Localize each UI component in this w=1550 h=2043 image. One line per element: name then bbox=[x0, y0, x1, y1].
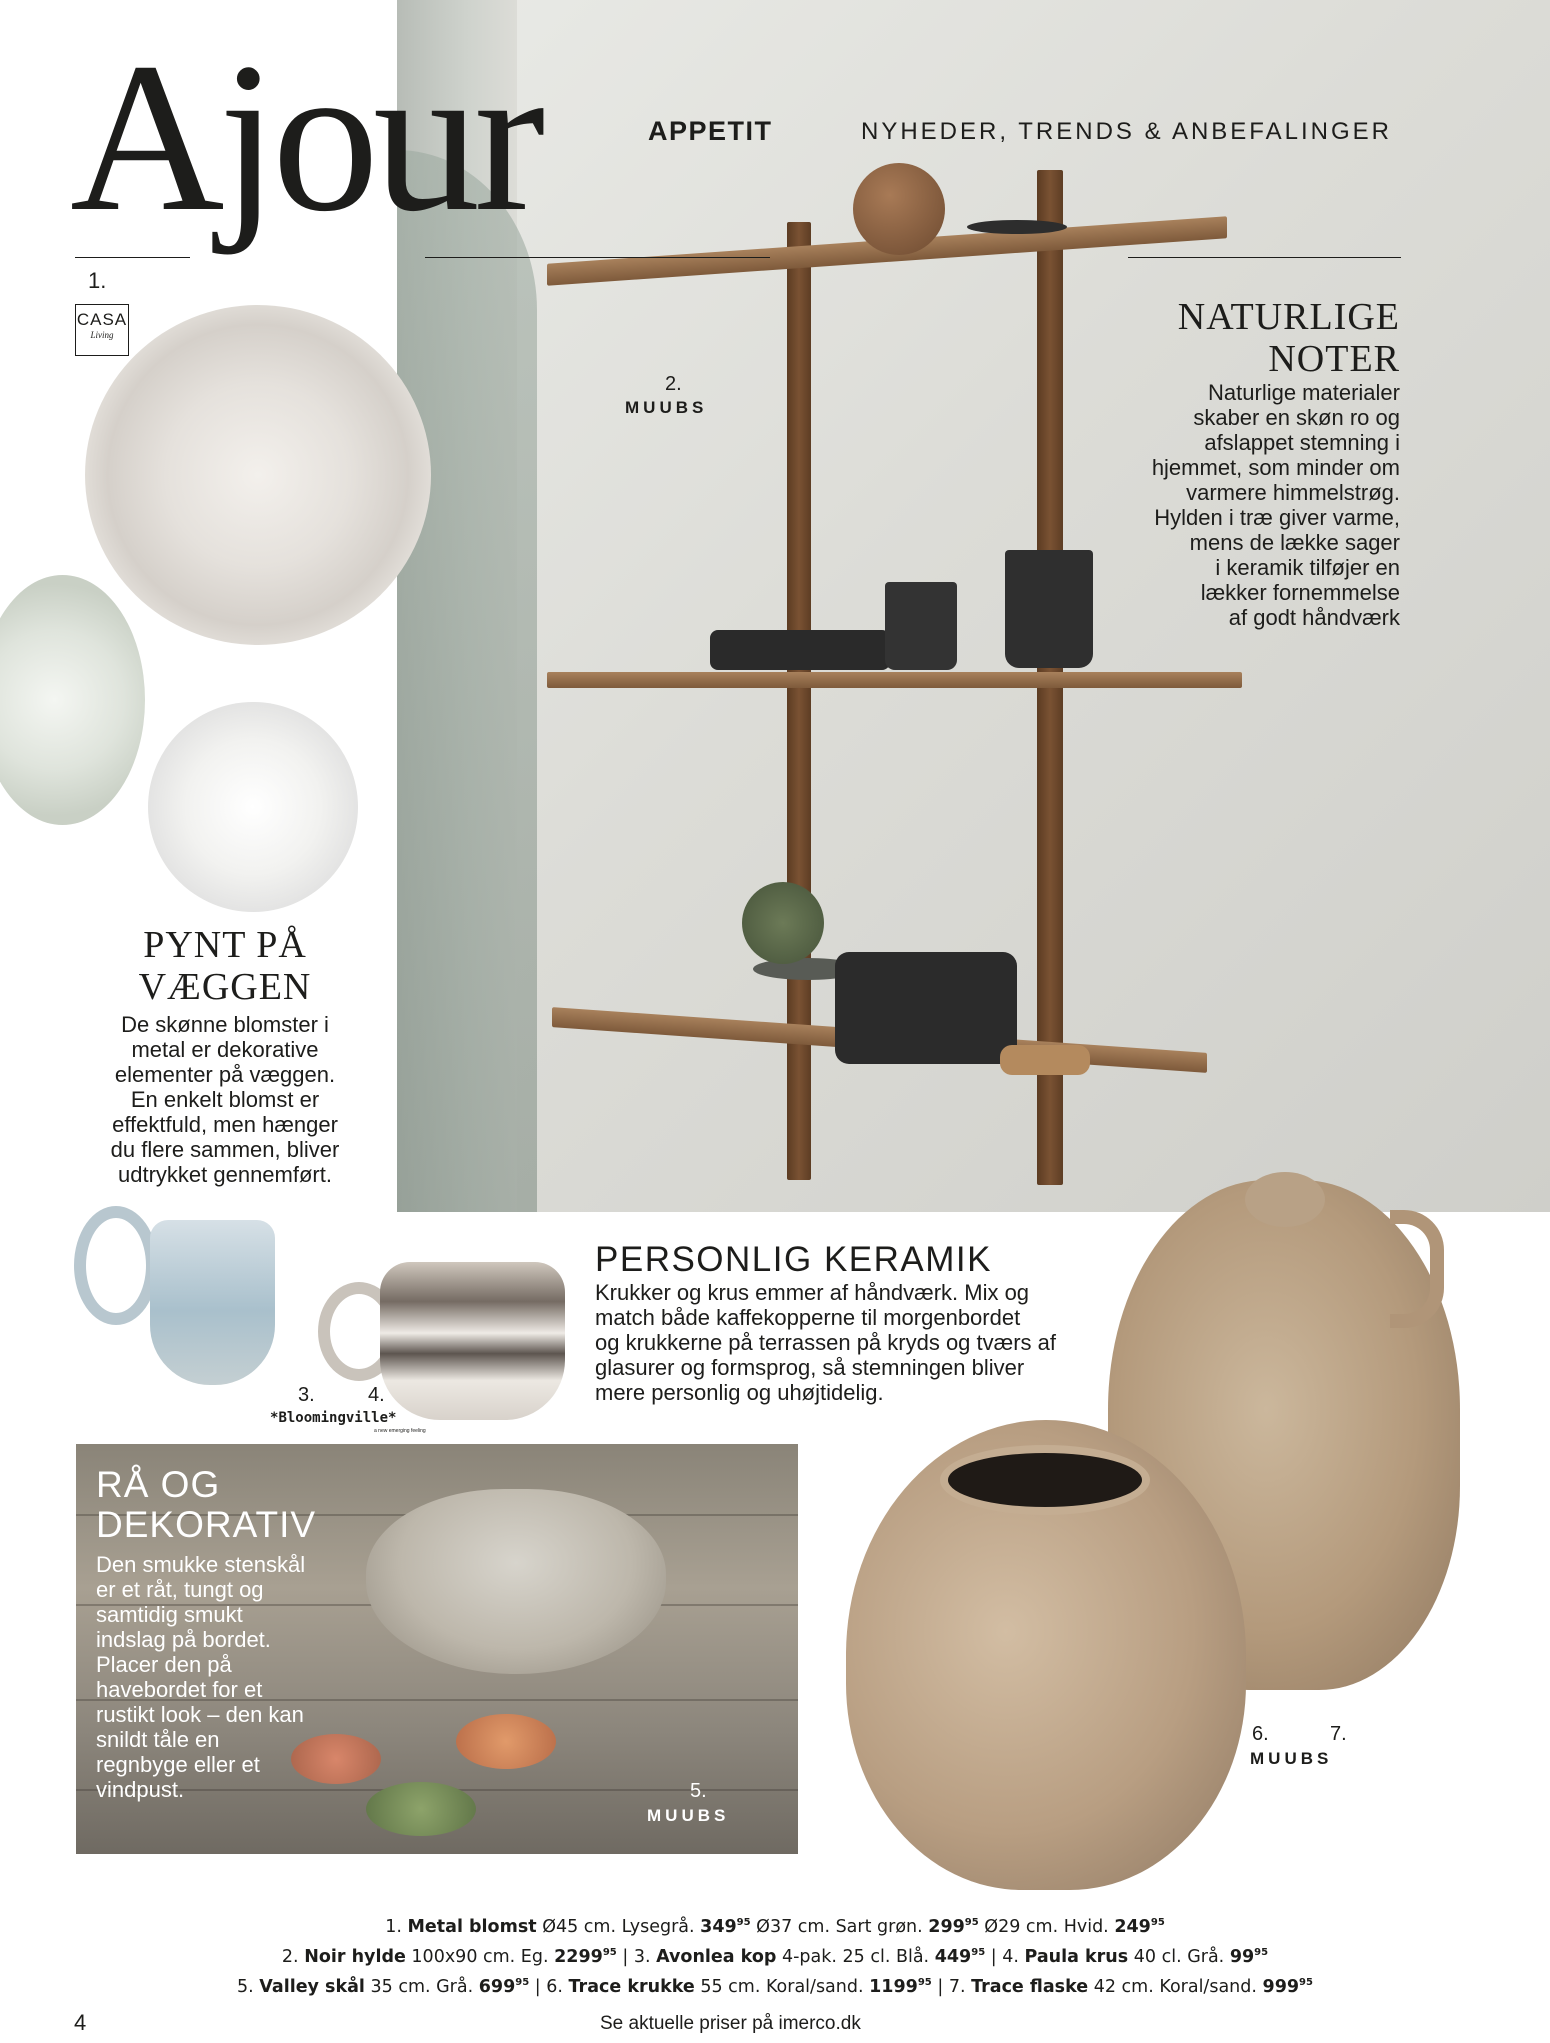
credit-product: Metal blomst bbox=[407, 1916, 537, 1937]
bloomingville-logo-text: Bloomingville bbox=[278, 1410, 389, 1426]
keramik-line: glasurer og formsprog, så stemningen bliver bbox=[595, 1355, 1025, 1380]
credit-number: 5. bbox=[237, 1976, 254, 1997]
page-number: 4 bbox=[74, 2010, 87, 2035]
naturlige-heading-line1: NATURLIGE bbox=[1177, 296, 1400, 338]
credit-product: Paula krus bbox=[1024, 1946, 1129, 1967]
credit-price: 999 bbox=[1262, 1976, 1300, 1997]
credit-cents: 95 bbox=[1150, 1917, 1165, 1928]
item-marker-5: 5. bbox=[690, 1780, 707, 1802]
casa-logo-sub: Living bbox=[90, 330, 114, 340]
shelf-board-middle bbox=[547, 672, 1242, 688]
credit-cents: 95 bbox=[917, 1976, 932, 1988]
avonlea-cup bbox=[150, 1220, 275, 1385]
stone-bowl bbox=[366, 1489, 666, 1674]
pynt-line: elementer på væggen. bbox=[114, 1062, 336, 1087]
raa-line: indslag på bordet. bbox=[96, 1627, 271, 1652]
pynt-heading bbox=[70, 924, 380, 1008]
raa-line: Placer den på bbox=[96, 1652, 232, 1677]
credit-separator: | bbox=[937, 1976, 944, 1997]
credit-cents: 95 bbox=[964, 1917, 979, 1928]
credit-cents: 95 bbox=[602, 1946, 617, 1958]
pynt-body bbox=[70, 1012, 380, 1187]
metal-flower-gray bbox=[85, 305, 431, 645]
keramik-body bbox=[595, 1280, 1115, 1405]
raa-heading bbox=[96, 1465, 316, 1545]
credit-number: 1. bbox=[385, 1916, 402, 1937]
bloomingville-logo-sub: a new emerging feeling bbox=[374, 1428, 426, 1434]
credit-desc: 100x90 cm. Eg. bbox=[411, 1946, 549, 1967]
credit-separator: | bbox=[990, 1946, 997, 1967]
black-plate-top bbox=[967, 220, 1067, 234]
naturlige-heading-line2: NOTER bbox=[1268, 338, 1400, 380]
credit-separator: | bbox=[534, 1976, 541, 1997]
pynt-line: effektfuld, men hænger bbox=[112, 1112, 338, 1137]
raa-line: er et råt, tungt og bbox=[96, 1577, 264, 1602]
pynt-heading-line2: VÆGGEN bbox=[138, 966, 312, 1008]
credits-line-3 bbox=[0, 1970, 1550, 2000]
credit-price: 349 bbox=[700, 1916, 737, 1937]
raa-line: vindpust. bbox=[96, 1777, 185, 1802]
pynt-heading-line1: PYNT PÅ bbox=[143, 924, 307, 966]
header-rule-left bbox=[75, 257, 190, 258]
plate-stack bbox=[710, 630, 890, 670]
black-casserole bbox=[835, 952, 1017, 1064]
header-tagline: NYHEDER, TRENDS & ANBEFALINGER bbox=[861, 118, 1392, 145]
metal-flower-green bbox=[0, 575, 145, 825]
credit-product: Trace flaske bbox=[971, 1976, 1089, 1997]
raa-line: samtidig smukt bbox=[96, 1602, 243, 1627]
naturlige-line: lækker fornemmelse bbox=[1200, 580, 1400, 605]
casa-logo-text: CASA bbox=[76, 310, 128, 329]
artichoke bbox=[742, 882, 824, 964]
naturlige-line: afslappet stemning i bbox=[1204, 430, 1400, 455]
black-pot bbox=[885, 582, 957, 670]
credit-product: Noir hylde bbox=[304, 1946, 406, 1967]
footer-note: Se aktuelle priser på imerco.dk bbox=[600, 2013, 861, 2034]
naturlige-line: i keramik tilføjer en bbox=[1215, 555, 1400, 580]
trace-bottle-handle bbox=[1390, 1210, 1444, 1328]
avonlea-cup-handle bbox=[74, 1206, 158, 1325]
credit-separator: | bbox=[622, 1946, 629, 1967]
credit-price: 1199 bbox=[869, 1976, 918, 1997]
credit-number: 7. bbox=[948, 1976, 966, 1997]
credit-product: Trace krukke bbox=[568, 1976, 695, 1997]
raa-heading-line1: RÅ OG bbox=[96, 1464, 221, 1505]
credit-desc: 42 cm. Koral/sand. bbox=[1093, 1976, 1257, 1997]
naturlige-line: af godt håndværk bbox=[1228, 605, 1400, 630]
trace-jar-opening bbox=[940, 1445, 1150, 1515]
credit-desc: 55 cm. Koral/sand. bbox=[700, 1976, 864, 1997]
item-marker-3: 3. bbox=[298, 1384, 315, 1406]
credit-price: 249 bbox=[1114, 1916, 1151, 1937]
credit-product: Valley skål bbox=[259, 1976, 365, 1997]
credit-cents: 95 bbox=[971, 1946, 986, 1958]
credits-line-1 bbox=[0, 1910, 1550, 1940]
naturlige-line: mens de lække sager bbox=[1189, 530, 1400, 555]
naturlige-line: skaber en skøn ro og bbox=[1193, 405, 1400, 430]
naturlige-line: Naturlige materialer bbox=[1208, 380, 1400, 405]
metal-flower-white bbox=[148, 702, 358, 912]
cactus-fruit bbox=[366, 1782, 476, 1836]
item-marker-6: 6. bbox=[1252, 1723, 1269, 1745]
cactus-fruit bbox=[456, 1714, 556, 1769]
keramik-line: og krukkerne på terrassen på kryds og tværs af bbox=[595, 1330, 1056, 1355]
keramik-line: mere personlig og uhøjtidelig. bbox=[595, 1380, 884, 1405]
credit-desc: Ø45 cm. Lysegrå. bbox=[542, 1916, 695, 1937]
casa-logo bbox=[75, 304, 129, 356]
naturlige-line: hjemmet, som minder om bbox=[1151, 455, 1400, 480]
muubs-logo-bowl: MUUBS bbox=[647, 1806, 730, 1825]
credit-cents: 95 bbox=[1254, 1946, 1269, 1958]
keramik-line: Krukker og krus emmer af håndværk. Mix og bbox=[595, 1280, 1030, 1305]
seed-ball bbox=[853, 163, 945, 255]
pynt-line: En enkelt blomst er bbox=[130, 1087, 320, 1112]
item-marker-4: 4. bbox=[368, 1384, 385, 1406]
credit-number: 6. bbox=[546, 1976, 563, 1997]
credits-line-2 bbox=[0, 1940, 1550, 1970]
credit-number: 4. bbox=[1002, 1946, 1019, 1967]
credit-product: Avonlea kop bbox=[656, 1946, 777, 1967]
credit-number: 2. bbox=[281, 1946, 299, 1967]
arch-doorway bbox=[397, 150, 537, 1212]
header-rule-mid bbox=[425, 257, 770, 258]
ginger bbox=[1000, 1045, 1090, 1075]
credit-desc: 4-pak. 25 cl. Blå. bbox=[781, 1946, 930, 1967]
item-marker-7: 7. bbox=[1330, 1723, 1347, 1745]
raa-line: snildt tåle en bbox=[96, 1727, 220, 1752]
naturlige-line: Hylden i træ giver varme, bbox=[1154, 505, 1400, 530]
muubs-logo-jars: MUUBS bbox=[1250, 1749, 1333, 1768]
item-marker-2: 2. bbox=[665, 373, 682, 395]
item-marker-1: 1. bbox=[88, 268, 107, 293]
pynt-line: De skønne blomster i bbox=[121, 1012, 329, 1037]
credit-desc: Ø29 cm. Hvid. bbox=[984, 1916, 1109, 1937]
raa-line: Den smukke stenskål bbox=[96, 1552, 306, 1577]
credit-number: 3. bbox=[633, 1946, 651, 1967]
pynt-line: du flere sammen, bliver bbox=[110, 1137, 340, 1162]
raa-line: rustikt look – den kan bbox=[96, 1702, 304, 1727]
product-credits bbox=[0, 1910, 1550, 1999]
muubs-logo-shelf: MUUBS bbox=[625, 398, 708, 417]
raa-body bbox=[96, 1552, 366, 1802]
raa-line: havebordet for et bbox=[96, 1677, 263, 1702]
credit-price: 699 bbox=[478, 1976, 516, 1997]
keramik-heading: PERSONLIG KERAMIK bbox=[595, 1240, 992, 1279]
trace-bottle-neck bbox=[1245, 1172, 1325, 1227]
naturlige-heading bbox=[1100, 296, 1400, 380]
raa-line: regnbyge eller et bbox=[96, 1752, 260, 1777]
credit-cents: 95 bbox=[736, 1917, 751, 1928]
header-rule-right bbox=[1128, 257, 1401, 258]
paula-mug bbox=[380, 1262, 565, 1420]
credit-price: 299 bbox=[928, 1916, 965, 1937]
naturlige-body bbox=[1080, 380, 1400, 630]
credit-cents: 95 bbox=[1299, 1976, 1313, 1988]
credit-desc: 40 cl. Grå. bbox=[1133, 1946, 1225, 1967]
credit-price: 449 bbox=[934, 1946, 972, 1967]
credit-desc: Ø37 cm. Sart grøn. bbox=[756, 1916, 923, 1937]
raa-heading-line2: DEKORATIV bbox=[96, 1504, 317, 1545]
credit-desc: 35 cm. Grå. bbox=[370, 1976, 474, 1997]
naturlige-line: varmere himmelstrøg. bbox=[1186, 480, 1400, 505]
credit-cents: 95 bbox=[515, 1976, 530, 1988]
pynt-line: metal er dekorative bbox=[131, 1037, 319, 1062]
bloomingville-logo: *Bloomingville* bbox=[270, 1410, 397, 1426]
pynt-line: udtrykket gennemført. bbox=[118, 1162, 332, 1187]
keramik-line: match både kaffekopperne til morgenbordet bbox=[595, 1305, 1021, 1330]
section-label: APPETIT bbox=[648, 116, 773, 146]
credit-price: 99 bbox=[1229, 1946, 1255, 1967]
credit-price: 2299 bbox=[554, 1946, 603, 1967]
masthead-title: Ajour bbox=[70, 19, 540, 256]
